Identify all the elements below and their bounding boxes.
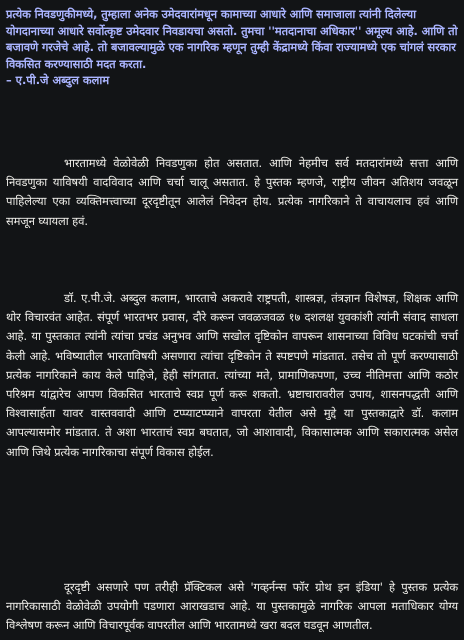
paragraph-intro: भारतामध्ये वेळोवेळी निवडणुका होत असतात. आणि नेहमीच सर्व मतदारांमध्ये सत्ता आणि निवडणुका याविषयी वादविवाद आणि चर्चा चालू असतात. हे पुस्तक म्हणजे, राष्ट्रीय जीवन अतिशय जवळून पाहिलेल्या एका व्यक्तिमत्त्वाच्या दूरदृष्टीतून आलेलं निवेदन होय. प्रत्येक नागरिकाने ते वाचायलाच हवं आणि समजून घ्यायला हवं. [6, 156, 458, 228]
paragraph-author: डॉ. ए.पी.जे. अब्दुल कलाम, भारताचे अकरावे राष्ट्रपती, शास्त्रज्ञ, तंत्रज्ञान विशेषज्ञ, शिक्षक आणि थोर विचारवंत आहेत. संपूर्ण भारतभर प्रवास, दौरे करून जवळजवळ १७ दशलक्ष युवकांशी त्यांनी संवाद साधला आहे. या पुस्तकात त्यांनी त्यांचा प्रचंड अनुभव आणि सखोल दृष्टिकोन वापरून शासनाच्या विविध घटकांची चर्चा केली आहे. भविष्यातील भारताविषयी असणारा त्यांचा दृष्टिकोन ते स्पष्टपणे मांडतात. तसेच तो पूर्ण करण्यासाठी प्रत्येक नागरिकाने काय केले पाहिजे, हेही सांगतात. त्यांच्या मते, प्रामाणिकपणा, उच्च नीतिमत्ता आणि कठोर परिश्रम यांद्वारेच आपण विकसित भारताचे स्वप्न पूर्ण करू शकतो. भ्रष्टाचारावरील उपाय, शासनपद्धती आणि विश्वासार्हता यावर वास्तववादी आणि टप्प्याटप्प्याने वापरता येतील असे मुद्दे या पुस्तकाद्वारे डॉ. कलाम आपल्यासमोर मांडतात. ते अशा भारताचं स्वप्न बघतात, जो आशावादी, विकासात्मक आणि सकारात्मक असेल आणि जिथे प्रत्येक नागरिकाचा संपूर्ण विकास होईल. [6, 291, 458, 459]
paragraph-conclusion: दूरदृष्टी असणारे पण तरीही प्रॅक्टिकल असे 'गव्हर्नन्स फॉर ग्रोथ इन इंडिया' हे पुस्तक प्रत्येक नागरिकासाठी वेळोवेळी उपयोगी पडणारा आराखडाच आहे. या पुस्तकामुळे नागरिक आपला मताधिकार योग्य विश्लेषण करून आणि विचारपूर्वक वापरतील आणि भारतामध्ये खरा बदल घडवून आणतील. [6, 580, 458, 633]
kalam-quote-block [6, 6, 458, 88]
quote-attribution: – ए.पी.जे अब्दुल कलाम [6, 73, 110, 88]
quote-text: प्रत्येक निवडणुकीमध्ये, तुम्हाला अनेक उमेदवारांमधून कामाच्या आधारे आणि समाजाला त्यांनी दिलेल्या योगदानाच्या आधारे सर्वोत्कृष्ट उमेदवार निवडायचा असतो. तुमचा ''मतदानाचा अधिकार'' अमूल्य आहे. आणि तो बजावणे गरजेचे आहे. तो बजावल्यामुळे एक नागरिक म्हणून तुम्ही केंद्रामध्ये किंवा राज्यामध्ये एक चांगलं सरकार विकसित करण्यासाठी मदत करता. [6, 7, 458, 71]
